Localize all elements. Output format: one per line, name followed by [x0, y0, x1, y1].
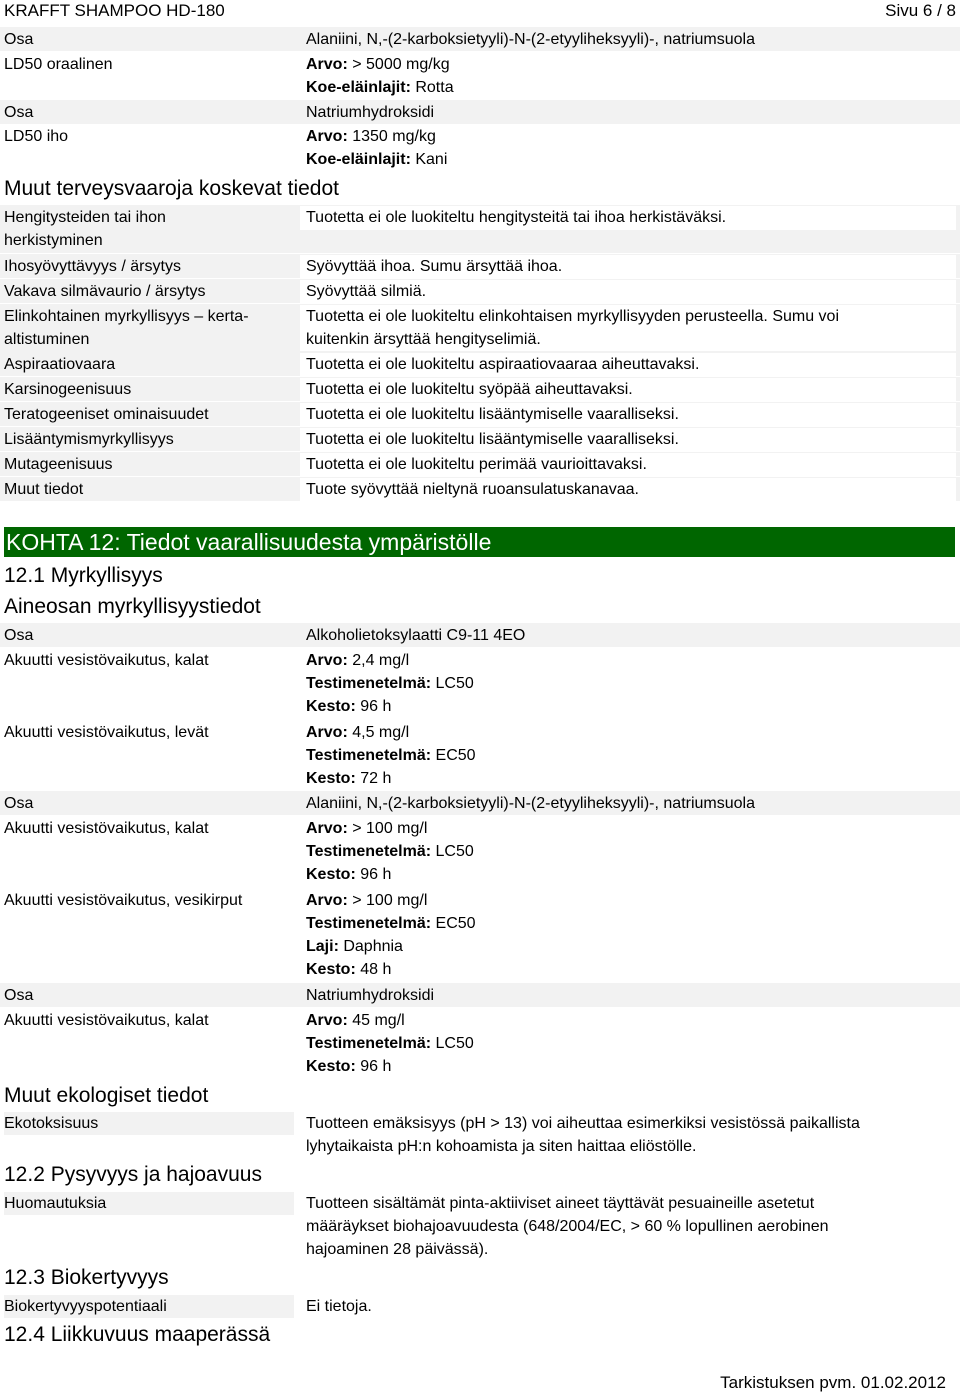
row-label: Muut tiedot — [4, 481, 84, 498]
eco-row — [0, 623, 960, 647]
eco-row — [0, 648, 960, 720]
row-value: Tuotetta ei ole luokiteltu lisääntymiselle vaaralliseksi. — [300, 428, 956, 451]
row-label: Osa — [4, 104, 34, 121]
row-label: Akuutti vesistövaikutus, kalat — [4, 652, 209, 669]
row-label: Akuutti vesistövaikutus, kalat — [4, 820, 209, 837]
value: > 5000 mg/kg — [347, 56, 450, 73]
row-value: Ei tietoja. — [306, 1298, 372, 1315]
row-value: Arvo: 2,4 mg/l Testimenetelmä: LC50 Kesto: 96 h — [306, 652, 474, 715]
ekotox-row — [0, 1111, 960, 1159]
row-label: Huomautuksia — [4, 1192, 294, 1215]
row-value: Natriumhydroksidi — [306, 987, 435, 1004]
row-label: Lisääntymismyrkyllisyys — [4, 431, 174, 448]
revision-date: Tarkistuksen pvm. 01.02.2012 — [720, 1373, 946, 1392]
row-label: Elinkohtainen myrkyllisyys – kerta- altistuminen — [4, 308, 249, 348]
row-label: Karsinogeenisuus — [4, 381, 132, 398]
row-value: Syövyttää ihoa. Sumu ärsyttää ihoa. — [300, 255, 956, 278]
bio-row — [0, 1294, 960, 1318]
health-row — [0, 452, 960, 476]
row-value: Tuotteen sisältämät pinta-aktiiviset aineet täyttävät pesuaineille asetetut määräykset biohajoavuudesta (648/2004/EC, > 60 % lopullinen aerobinen hajoaminen 28 päivässä). — [306, 1195, 829, 1258]
row-label: Ekotoksisuus — [4, 1112, 294, 1135]
health-row — [0, 427, 960, 451]
subsection-12-4: 12.4 Liikkuvuus maaperässä — [4, 1323, 271, 1346]
key: Koe-eläinlajit: — [306, 151, 411, 168]
key: Koe-eläinlajit: — [306, 79, 411, 96]
row-label: Osa — [4, 31, 34, 48]
row-label: Biokertyvyyspotentiaali — [4, 1295, 294, 1318]
key: Arvo: — [306, 128, 348, 145]
row-value: Syövyttää silmiä. — [300, 280, 956, 303]
section-12-title: KOHTA 12: Tiedot vaarallisuudesta ympäristölle — [4, 527, 955, 557]
page-number: Sivu 6 / 8 — [885, 1, 956, 20]
eco-row — [0, 791, 960, 815]
row-value: Tuotetta ei ole luokiteltu hengitysteitä tai ihoa herkistäväksi. — [300, 206, 956, 230]
row-label: Mutageenisuus — [4, 456, 113, 473]
value: Rotta — [410, 79, 454, 96]
value: Kani — [410, 151, 448, 168]
row-value: Tuotetta ei ole luokiteltu elinkohtaisen myrkyllisyyden perusteella. Sumu voi kuitenkin ärsyttää hengityselimiä. — [300, 305, 956, 351]
health-row — [0, 279, 960, 303]
health-row — [0, 477, 960, 501]
row-label: Vakava silmävaurio / ärsytys — [4, 283, 206, 300]
row-value: Arvo: 4,5 mg/l Testimenetelmä: EC50 Kesto: 72 h — [306, 724, 476, 787]
row-value: Tuote syövyttää nieltynä ruoansulatuskanavaa. — [300, 478, 956, 501]
row-label: Akuutti vesistövaikutus, levät — [4, 724, 209, 741]
row-label: Ihosyövyttävyys / ärsytys — [4, 258, 181, 275]
eco-row — [0, 983, 960, 1007]
row-value: Arvo: 45 mg/l Testimenetelmä: LC50 Kesto: 96 h — [306, 1012, 474, 1075]
health-row — [0, 402, 960, 426]
row-label: Akuutti vesistövaikutus, vesikirput — [4, 892, 243, 909]
health-heading: Muut terveysvaaroja koskevat tiedot — [4, 177, 339, 200]
health-row — [0, 352, 960, 376]
row-value: Tuotetta ei ole luokiteltu aspiraatiovaaraa aiheuttavaksi. — [300, 353, 956, 376]
row-value — [306, 125, 956, 171]
page-header — [0, 0, 960, 22]
health-row — [0, 205, 960, 253]
tox-row — [0, 52, 960, 100]
subsection-12-2: 12.2 Pysyvyys ja hajoavuus — [4, 1163, 262, 1186]
eco-row — [0, 888, 960, 984]
huom-row — [0, 1191, 960, 1263]
row-value: Alaniini, N,-(2-karboksietyyli)-N-(2-etyyliheksyyli)-, natriumsuola — [306, 31, 755, 48]
health-row — [0, 254, 960, 278]
row-value — [306, 53, 956, 99]
row-value: Tuotetta ei ole luokiteltu syöpää aiheuttavaksi. — [300, 378, 956, 401]
row-label: Akuutti vesistövaikutus, kalat — [4, 1012, 209, 1029]
row-label: Osa — [4, 987, 34, 1004]
document-title: KRAFFT SHAMPOO HD-180 — [4, 1, 225, 20]
tox-row — [0, 124, 960, 172]
row-value: Alaniini, N,-(2-karboksietyyli)-N-(2-etyyliheksyyli)-, natriumsuola — [306, 795, 755, 812]
row-value: Tuotetta ei ole luokiteltu lisääntymiselle vaaralliseksi. — [300, 403, 956, 426]
row-label: Osa — [4, 795, 34, 812]
row-value: Alkoholietoksylaatti C9-11 4EO — [306, 627, 526, 644]
ingredient-heading: Aineosan myrkyllisyystiedot — [4, 595, 261, 618]
row-label: LD50 iho — [4, 128, 69, 145]
eco-row — [0, 816, 960, 888]
tox-row — [0, 100, 960, 124]
eco-row — [0, 1008, 960, 1080]
row-label: Osa — [4, 627, 34, 644]
health-row — [0, 377, 960, 401]
eco-row — [0, 720, 960, 792]
other-eco-heading: Muut ekologiset tiedot — [4, 1084, 209, 1107]
row-value: Arvo: > 100 mg/l Testimenetelmä: LC50 Kesto: 96 h — [306, 820, 474, 883]
subsection-12-1: 12.1 Myrkyllisyys — [4, 564, 163, 587]
tox-row — [0, 27, 960, 51]
row-label: LD50 oraalinen — [4, 56, 113, 73]
row-label: Teratogeeniset ominaisuudet — [4, 406, 209, 423]
row-label: Aspiraatiovaara — [4, 356, 116, 373]
subsection-12-3: 12.3 Biokertyvyys — [4, 1266, 169, 1289]
row-value: Tuotetta ei ole luokiteltu perimää vaurioittavaksi. — [300, 453, 956, 476]
row-value: Tuotteen emäksisyys (pH > 13) voi aiheuttaa esimerkiksi vesistössä paikallista lyhytaikaista pH:n kohoamista ja siten haittaa eliöstölle. — [306, 1115, 860, 1155]
health-row — [0, 304, 960, 352]
row-label: Hengitysteiden tai ihon herkistyminen — [4, 209, 166, 249]
key: Arvo: — [306, 56, 348, 73]
row-value: Arvo: > 100 mg/l Testimenetelmä: EC50 Laji: Daphnia Kesto: 48 h — [306, 892, 476, 978]
row-value: Natriumhydroksidi — [306, 104, 435, 121]
value: 1350 mg/kg — [347, 128, 436, 145]
